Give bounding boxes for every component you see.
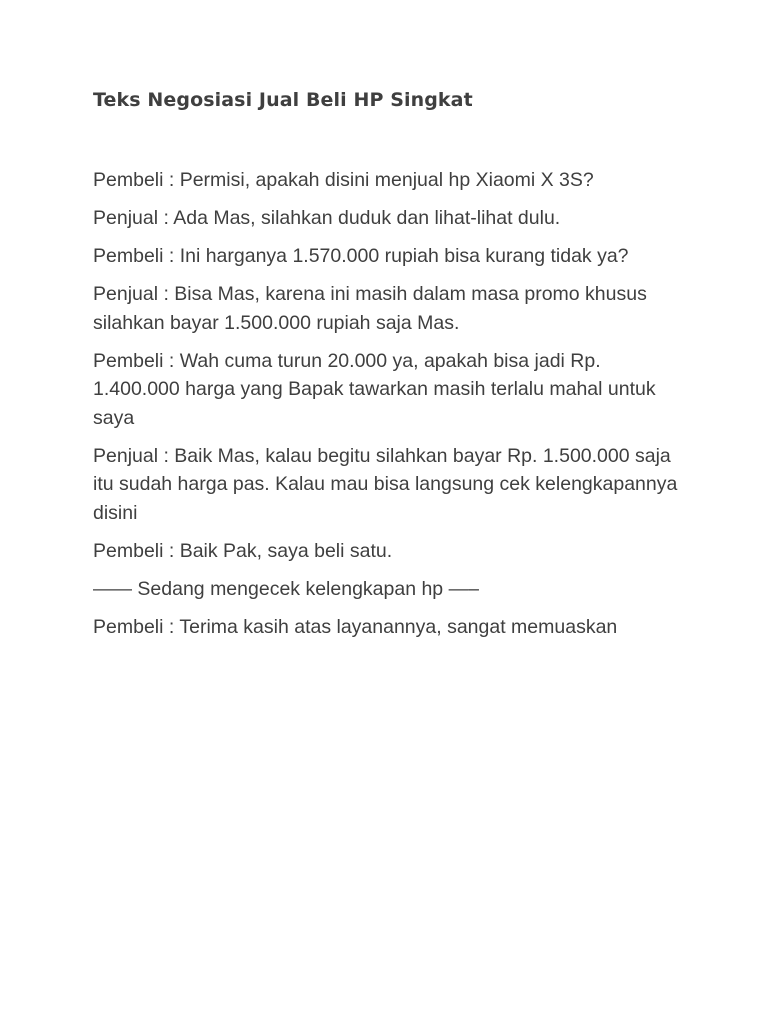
dialogue-body (93, 166, 683, 641)
scene-note: —— Sedang mengecek kelengkapan hp —– (93, 577, 479, 600)
dialogue-line: Penjual : Baik Mas, kalau begitu silahkan bayar Rp. 1.500.000 saja itu sudah harga pas. Kalau mau bisa langsung cek kelengkapannya disini (93, 444, 678, 524)
dialogue-line: Penjual : Ada Mas, silahkan duduk dan lihat-lihat dulu. (93, 207, 561, 229)
dialogue-line: Pembeli : Permisi, apakah disini menjual hp Xiaomi X 3S? (93, 169, 594, 191)
document-page (93, 86, 683, 651)
dialogue-line: Pembeli : Wah cuma turun 20.000 ya, apakah bisa jadi Rp. 1.400.000 harga yang Bapak tawarkan masih terlalu mahal untuk saya (93, 349, 656, 429)
dialogue-line: Pembeli : Terima kasih atas layanannya, sangat memuaskan (93, 615, 618, 638)
document-title: Teks Negosiasi Jual Beli HP Singkat (93, 89, 473, 111)
dialogue-line: Penjual : Bisa Mas, karena ini masih dalam masa promo khusus silahkan bayar 1.500.000 rupiah saja Mas. (93, 283, 647, 334)
dialogue-line: Pembeli : Ini harganya 1.570.000 rupiah bisa kurang tidak ya? (93, 245, 629, 267)
dialogue-line: Pembeli : Baik Pak, saya beli satu. (93, 539, 393, 562)
